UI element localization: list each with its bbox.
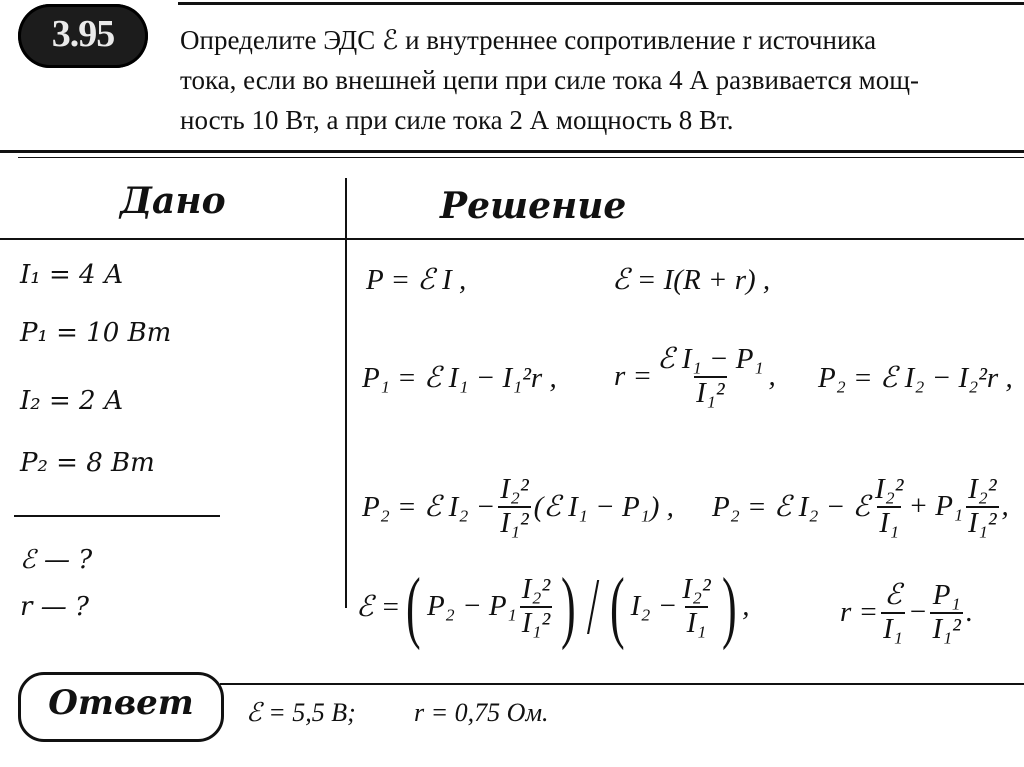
problem-bottom-rule-thin — [18, 157, 1024, 158]
fraction-denominator: I₁² — [521, 606, 551, 639]
problem-line: Определите ЭДС ℰ и внутреннее сопротивление r источника — [180, 25, 877, 55]
unknown-item: r — ? — [20, 592, 89, 622]
problem-line: тока, если во внешней цепи при силе тока 4 А развивается мощ- — [180, 65, 919, 95]
formula-fraction — [930, 580, 962, 646]
formula-fraction — [966, 474, 998, 540]
top-rule — [178, 2, 1024, 5]
fraction-denominator: I₁² — [968, 506, 997, 539]
fraction-denominator: I₁² — [932, 612, 961, 645]
formula-fraction — [881, 580, 905, 646]
problem-line: ность 10 Вт, а при силе тока 2 А мощность 8 Вт. — [180, 105, 734, 135]
formula-fraction — [520, 574, 552, 640]
formula-part: I₂ − — [630, 590, 678, 623]
formula-part: P₂ = ℰ I₂ − — [362, 491, 496, 524]
answer-emf: ℰ = 5,5 В; — [246, 698, 356, 727]
fraction-denominator: I₁ — [686, 606, 707, 639]
formula-part: P₂ − P₁ — [427, 590, 517, 623]
formula-r-lhs: r = — [614, 360, 653, 393]
formula-r-result — [840, 580, 973, 646]
right-paren: ) — [561, 562, 576, 651]
formula-part: − — [907, 596, 928, 629]
answer-label: Ответ — [48, 683, 194, 723]
fraction-denominator: I₁ — [883, 612, 903, 645]
left-paren: ( — [610, 562, 625, 651]
formula-part: (ℰ I₁ − P₁) , — [533, 491, 674, 524]
formula-p2: P₂ = ℰ I₂ − I₂²r , — [818, 362, 1013, 394]
formula-part: + P₁ — [908, 490, 964, 523]
formula-part: , — [742, 590, 750, 623]
formula-emf-result — [356, 562, 750, 651]
formula-part: . — [965, 596, 974, 629]
fraction-denominator: I₁ — [879, 506, 900, 539]
fraction-numerator: I₂² — [500, 473, 529, 505]
answer-label-box — [18, 672, 224, 742]
fraction-numerator: I₂² — [521, 573, 551, 605]
fraction-numerator: I₂² — [875, 473, 904, 505]
formula-fraction — [498, 474, 530, 540]
formula-r — [614, 344, 776, 410]
formula-r-fraction — [655, 344, 765, 410]
given-item: P₂ = 8 Вт — [20, 448, 155, 478]
formula-part: , — [1001, 490, 1009, 523]
problem-number-badge — [18, 4, 148, 68]
given-item: P₁ = 10 Вт — [20, 318, 172, 348]
fraction-numerator: I₂² — [682, 573, 711, 605]
given-separator — [14, 515, 220, 517]
fraction-numerator: ℰ — [884, 579, 902, 611]
problem-statement — [180, 20, 998, 140]
formula-part: P₂ = ℰ I₂ − ℰ — [712, 491, 871, 524]
formula-fraction — [680, 574, 712, 640]
formula-part: r = — [840, 596, 879, 629]
formula-power: P = ℰ I , — [366, 264, 467, 296]
formula-fraction — [873, 474, 905, 540]
fraction-denominator: I₁² — [500, 506, 529, 539]
formula-part: ℰ = — [356, 591, 401, 624]
given-item: I₂ = 2 А — [20, 386, 124, 416]
fraction-numerator: ℰ I₁ − P₁ — [657, 343, 764, 375]
heading-separator-rule — [0, 238, 1024, 240]
answer-separator-rule — [220, 683, 1024, 685]
fraction-numerator: P₁ — [932, 579, 961, 611]
right-paren: ) — [721, 562, 737, 651]
solution-heading: Решение — [440, 185, 627, 227]
fraction-numerator: I₂² — [968, 473, 997, 505]
column-divider — [345, 178, 347, 608]
division-slash: / — [586, 562, 600, 651]
formula-p2-substituted — [362, 474, 674, 540]
unknown-item: ℰ — ? — [20, 545, 93, 575]
formula-p2-expanded — [712, 474, 1009, 540]
problem-bottom-rule — [0, 150, 1024, 153]
formula-emf: ℰ = I(R + r) , — [612, 264, 771, 296]
answer-r: r = 0,75 Ом. — [414, 698, 549, 727]
formula-p1: P₁ = ℰ I₁ − I₁²r , — [362, 362, 557, 394]
fraction-denominator: I₁² — [696, 376, 725, 409]
formula-comma: , — [768, 360, 776, 393]
given-heading: Дано — [120, 180, 226, 222]
given-item: I₁ = 4 А — [20, 260, 124, 290]
left-paren: ( — [406, 562, 422, 651]
problem-number: 3.95 — [51, 13, 115, 55]
